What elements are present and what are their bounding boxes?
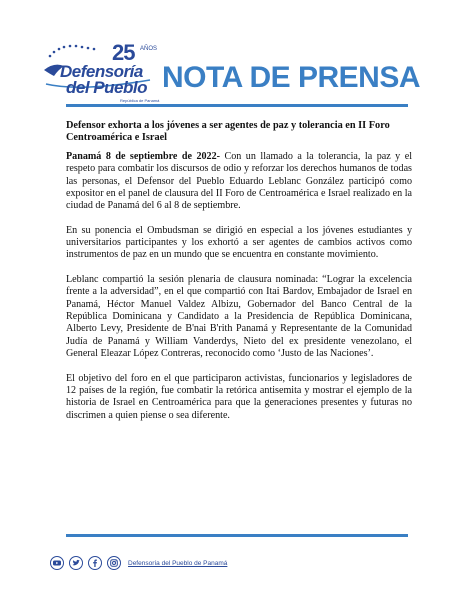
- paragraph-1: [66, 151, 412, 212]
- dateline: Panamá 8 de septiembre de 2022-: [66, 151, 221, 162]
- paragraph-4: El objetivo del foro en el que participaron activistas, funcionarios y legisladores de 12 países de la región, fue combatir la retórica antisemita y mostrar el ejemplo de la historia de Israel en Centroamérica para que la generaciones presentes y futuras no discrimen a quien piense o sea diferente.: [66, 372, 412, 421]
- article-headline: Defensor exhorta a los jóvenes a ser agentes de paz y tolerancia en II Foro Centroamérica e Israel: [66, 120, 390, 143]
- logo-name-line2: del Pueblo: [66, 78, 147, 97]
- social-handle[interactable]: Defensoría del Pueblo de Panamá: [128, 559, 228, 567]
- paragraph-3: Leblanc compartió la sesión plenaria de clausura nominada: “Lograr la excelencia frente a la adversidad”, en el que compartió con Itai Bardov, Embajador de Israel en Panamá, Héctor Manuel Valdez Albizu, Gobernador del Banco Central de la República Dominicana y Candidato a la Presidencia de República Dominicana, Alberto Levy, Presidente de B'nai B'rith Panamá y Representante de la Comunidad Judía de Panamá y William Vanderdys, Nieto del ex presidente venezolano, el General Eleazar López Contreras, reconocido como ‘Justo de las Naciones’.: [66, 274, 412, 359]
- logo-anniversary-sub: AÑOS: [140, 46, 158, 52]
- paragraph-2: En su ponencia el Ombudsman se dirigió en especial a los jóvenes estudiantes y universitarios participantes y los exhortó a ser agentes de cambios activos como instrumentos de paz en un mundo que se encuentra en constante movimiento.: [66, 224, 412, 261]
- instagram-icon[interactable]: [107, 556, 121, 570]
- logo-name-line1: Defensoría: [60, 62, 143, 81]
- facebook-icon[interactable]: [88, 556, 102, 570]
- page-title: NOTA DE PRENSA: [162, 61, 421, 94]
- twitter-icon[interactable]: [69, 556, 83, 570]
- social-links: [50, 556, 227, 570]
- youtube-icon[interactable]: [50, 556, 64, 570]
- article-body: [66, 151, 412, 434]
- header-divider: [66, 104, 408, 107]
- logo-anniversary: 25: [112, 40, 135, 65]
- footer-divider: [66, 534, 408, 537]
- paragraph-1-text: Con un llamado a la tolerancia, la paz y el respeto para combatir los discursos de odio y reforzar los derechos humanos de todas las personas, el Defensor del Pueblo Eduardo Leblanc González participó como expositor en el panel de clausura del II Foro de Centroamérica e Israel realizado en la ciudad de Panamá del 6 al 8 de septiembre.: [66, 151, 412, 212]
- defensoria-logo: [40, 40, 160, 103]
- logo-subtitle: República de Panamá: [120, 98, 160, 103]
